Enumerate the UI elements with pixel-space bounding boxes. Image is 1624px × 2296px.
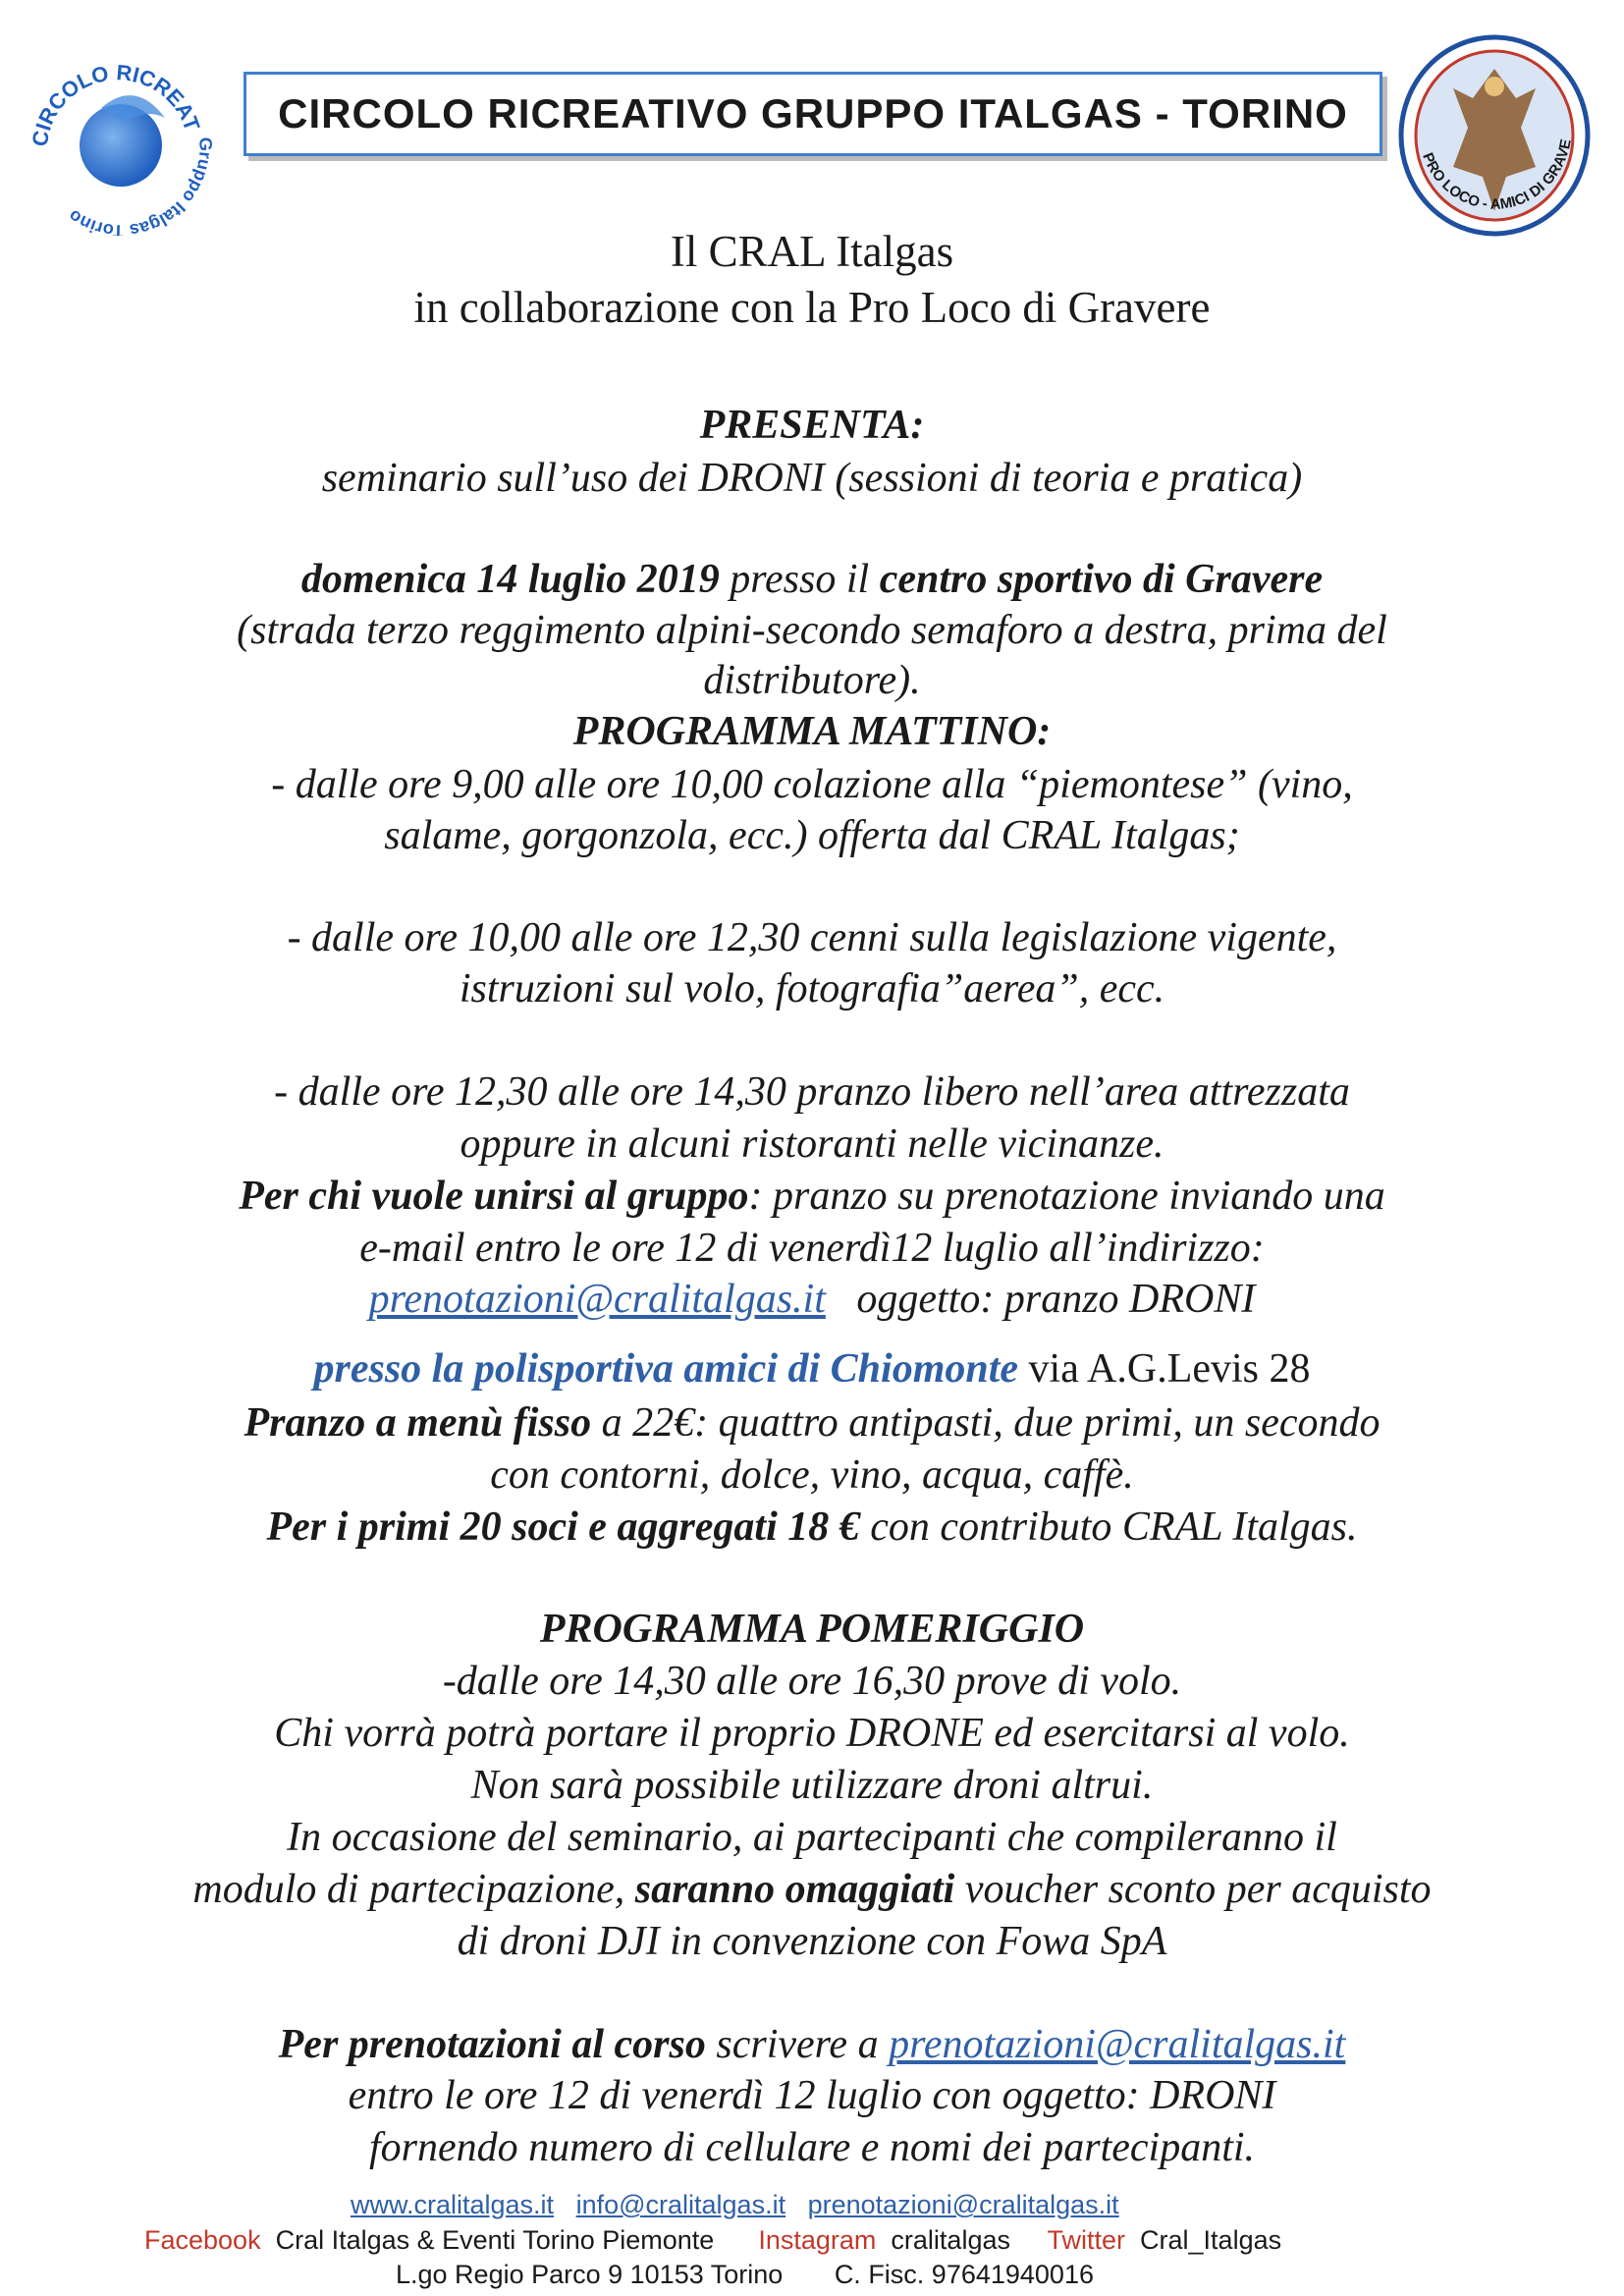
join-line-2: e-mail entro le ore 12 di venerdì12 luglio all’indirizzo:: [359, 1226, 1265, 1271]
twitter-label[interactable]: Twitter: [1047, 2225, 1126, 2255]
afternoon-l2: Chi vorrà potrà portare il proprio DRONE ed esercitarsi al volo.: [274, 1711, 1350, 1756]
date-line-3: distributore).: [703, 658, 921, 703]
morning-item3-l2: oppure in alcuni ristoranti nelle vicinanze.: [460, 1121, 1164, 1167]
soci-rest: con contributo CRAL Italgas.: [859, 1504, 1358, 1550]
presenta-text: seminario sull’uso dei DRONI (sessioni di teoria e pratica): [321, 456, 1303, 501]
lunch-subject: oggetto: pranzo DRONI: [856, 1277, 1256, 1322]
morning-item1-l2: salame, gorgonzola, ecc.) offerta dal CRAL Italgas;: [384, 813, 1240, 858]
date-line: [0, 555, 1624, 604]
afternoon-l4: In occasione del seminario, ai partecipanti che compileranno il: [287, 1815, 1337, 1860]
booking-line-3: fornendo numero di cellulare e nomi dei partecipanti.: [368, 2125, 1256, 2170]
lunch-email-link[interactable]: prenotazioni@cralitalgas.it: [368, 1277, 826, 1322]
header-title: CIRCOLO RICREATIVO GRUPPO ITALGAS - TORINO: [278, 90, 1348, 137]
afternoon-l6: di droni DJI in convenzione con Fowa SpA: [457, 1919, 1167, 1964]
header-banner: [244, 72, 1382, 156]
morning-item3-l1: - dalle ore 12,30 alle ore 14,30 pranzo libero nell’area attrezzata: [274, 1069, 1350, 1115]
pro-loco-logo: [1394, 29, 1596, 241]
date-mid: presso il: [719, 557, 880, 602]
footer-info-email-link[interactable]: info@cralitalgas.it: [575, 2190, 786, 2219]
join-rest: : pranzo su prenotazione inviando una: [748, 1174, 1385, 1219]
instagram-value: cralitalgas: [891, 2225, 1010, 2255]
join-line-3: [0, 1275, 1624, 1324]
instagram-label[interactable]: Instagram: [758, 2225, 877, 2255]
svg-text:Gruppo Italgas Torino: Gruppo Italgas Torino: [65, 137, 214, 236]
afternoon-l5-bold: saranno omaggiati: [634, 1867, 955, 1912]
menu-line-1: [0, 1398, 1624, 1448]
facebook-label[interactable]: Facebook: [144, 2225, 261, 2255]
afternoon-l3: Non sarà possibile utilizzare droni altrui.: [470, 1763, 1154, 1808]
footer-links-row: [351, 2190, 1119, 2220]
afternoon-l1: -dalle ore 14,30 alle ore 16,30 prove di volo.: [442, 1659, 1182, 1704]
venue-bold: presso la polisportiva amici di Chiomonte: [313, 1346, 1019, 1392]
venue-line: [0, 1344, 1624, 1394]
join-bold: Per chi vuole unirsi al gruppo: [239, 1174, 749, 1219]
afternoon-heading: PROGRAMMA POMERIGGIO: [539, 1607, 1085, 1652]
booking-bold: Per prenotazioni al corso: [278, 2022, 706, 2067]
booking-email-link[interactable]: prenotazioni@cralitalgas.it: [889, 2022, 1346, 2067]
footer-address-row: [396, 2260, 1094, 2290]
afternoon-l5-b: voucher sconto per acquisto: [954, 1867, 1432, 1912]
footer-website-link[interactable]: www.cralitalgas.it: [351, 2190, 555, 2219]
date-bold: domenica 14 luglio 2019: [300, 557, 720, 602]
twitter-value: Cral_Italgas: [1140, 2225, 1282, 2255]
venue-rest: via A.G.Levis 28: [1018, 1346, 1311, 1392]
menu-bold: Pranzo a menù fisso: [244, 1400, 592, 1446]
svg-text:PRO LOCO - AMICI DI GRAVERE: PRO LOCO - AMICI DI GRAVE: [1419, 137, 1575, 213]
svg-text:CIRCOLO RICREATIVO: CIRCOLO RICREAT: [27, 60, 205, 148]
footer-social-row: [144, 2225, 1281, 2256]
soci-bold: Per i primi 20 soci e aggregati 18 €: [266, 1504, 860, 1550]
intro-line-2: in collaborazione con la Pro Loco di Gravere: [413, 283, 1211, 332]
footer-address: L.go Regio Parco 9 10153 Torino: [396, 2260, 784, 2289]
menu-line-2: con contorni, dolce, vino, acqua, caffè.: [490, 1452, 1134, 1498]
presenta-heading: PRESENTA:: [699, 403, 925, 448]
morning-item2-l1: - dalle ore 10,00 alle ore 12,30 cenni sulla legislazione vigente,: [287, 915, 1337, 960]
footer-fiscal-code: C. Fisc. 97641940016: [834, 2260, 1094, 2289]
intro-line-1: Il CRAL Italgas: [670, 227, 954, 276]
afternoon-l5-a: modulo di partecipazione,: [192, 1867, 635, 1912]
afternoon-l5: [0, 1865, 1624, 1914]
menu-rest: a 22€: quattro antipasti, due primi, un secondo: [591, 1400, 1380, 1446]
morning-item1-l1: - dalle ore 9,00 alle ore 10,00 colazione alla “piemontese” (vino,: [271, 762, 1353, 807]
date-line-2: (strada terzo reggimento alpini-secondo semaforo a destra, prima del: [237, 608, 1387, 653]
circolo-logo: [18, 39, 214, 236]
booking-line-1: [0, 2020, 1624, 2069]
morning-item2-l2: istruzioni sul volo, fotografia”aerea”, ecc.: [459, 966, 1165, 1011]
facebook-value: Cral Italgas & Eventi Torino Piemonte: [275, 2225, 715, 2255]
location-bold: centro sportivo di Gravere: [879, 557, 1324, 602]
morning-heading: PROGRAMMA MATTINO:: [572, 709, 1052, 754]
footer-prenotazioni-email-link[interactable]: prenotazioni@cralitalgas.it: [807, 2190, 1119, 2219]
soci-line: [0, 1503, 1624, 1552]
booking-line-2: entro le ore 12 di venerdì 12 luglio con oggetto: DRONI: [348, 2073, 1276, 2118]
join-line-1: [0, 1172, 1624, 1221]
booking-mid: scrivere a: [705, 2022, 890, 2067]
